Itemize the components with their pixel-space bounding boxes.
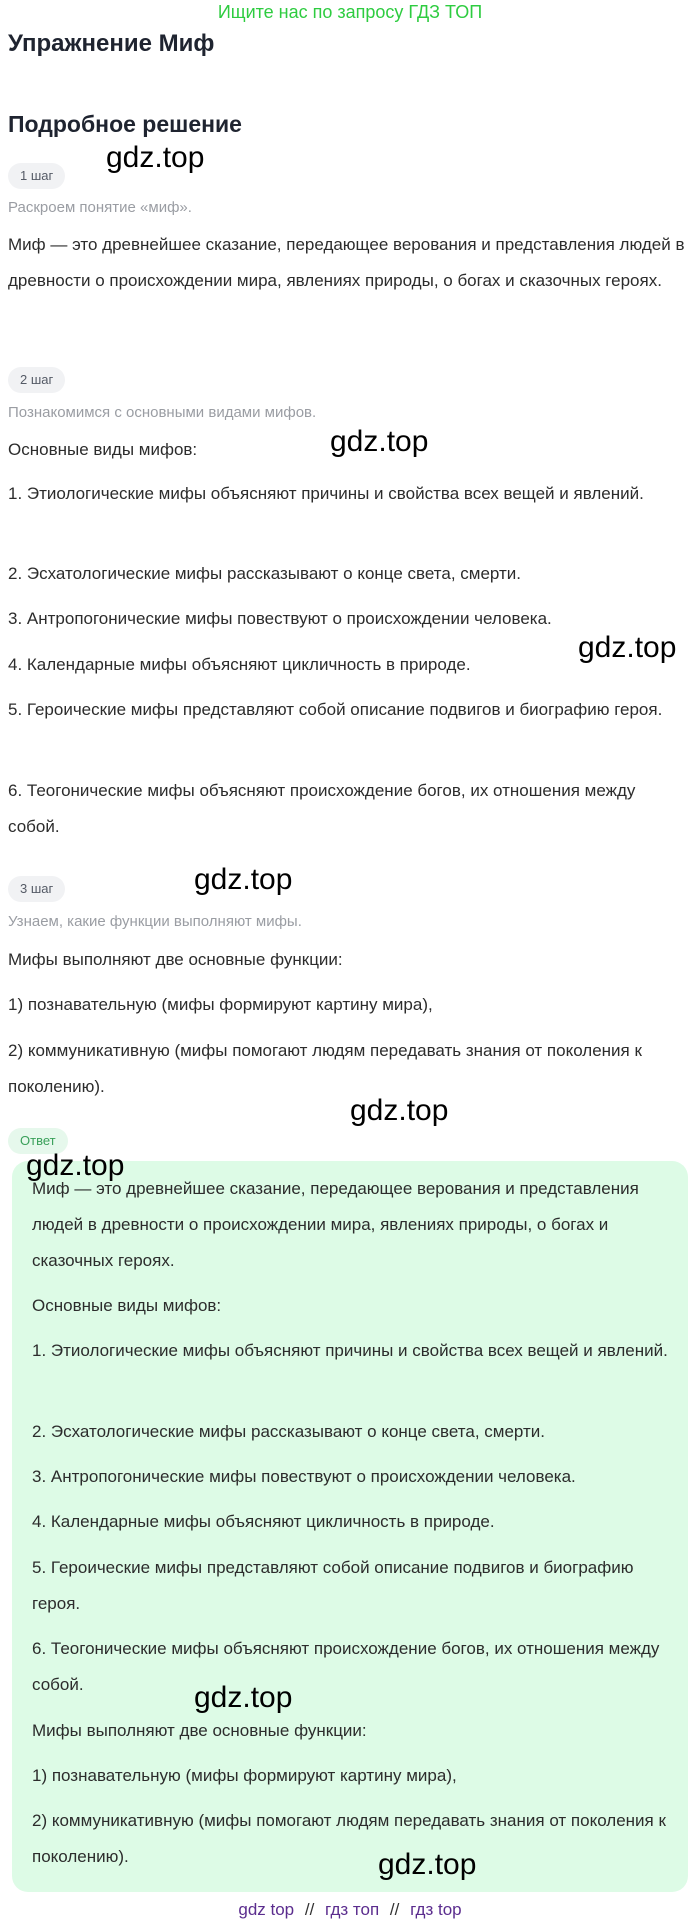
- footer-link[interactable]: gdz top: [238, 1900, 295, 1919]
- footer-separator: //: [389, 1900, 400, 1919]
- step-text: 1. Этиологические мифы объясняют причины и свойства всех вещей и явлений.: [8, 484, 644, 503]
- search-banner: Ищите нас по запросу ГДЗ ТОП: [217, 2, 483, 22]
- watermark: gdz.top: [378, 1848, 477, 1881]
- step-badge: 2 шаг: [8, 367, 65, 393]
- step-text: 6. Теогонические мифы объясняют происхождение богов, их отношения между собой.: [8, 781, 636, 836]
- watermark: gdz.top: [330, 425, 429, 458]
- watermark: gdz.top: [194, 1681, 293, 1714]
- answer-box: [12, 1161, 688, 1892]
- step-text: Основные виды мифов:: [8, 440, 198, 459]
- page-title: Упражнение Миф: [8, 30, 215, 57]
- answer-text: 1. Этиологические мифы объясняют причины и свойства всех вещей и явлений.: [32, 1341, 668, 1360]
- step-hint: Раскроем понятие «миф».: [8, 199, 192, 216]
- answer-badge: Ответ: [8, 1128, 68, 1154]
- step-hint: Узнаем, какие функции выполняют мифы.: [8, 913, 302, 930]
- step-text: 1) познавательную (мифы формируют картину мира),: [8, 995, 433, 1014]
- step-text: 5. Героические мифы представляют собой описание подвигов и биографию героя.: [8, 700, 663, 719]
- step-text: 2) коммуникативную (мифы помогают людям передавать знания от поколения к поколению).: [8, 1041, 642, 1096]
- answer-text: Мифы выполняют две основные функции:: [32, 1721, 367, 1740]
- step-badge: 1 шаг: [8, 163, 65, 189]
- step-text: Мифы выполняют две основные функции:: [8, 950, 343, 969]
- watermark: gdz.top: [106, 141, 205, 174]
- footer-link[interactable]: гдз top: [410, 1900, 462, 1919]
- answer-text: 5. Героические мифы представляют собой описание подвигов и биографию героя.: [32, 1558, 634, 1613]
- watermark: gdz.top: [350, 1094, 449, 1127]
- watermark: gdz.top: [26, 1149, 125, 1182]
- footer-links: [0, 1898, 700, 1922]
- step-text: Миф — это древнейшее сказание, передающее верования и представления людей в древности о происхождении мира, явлениях природы, о богах и сказочных героях.: [8, 235, 685, 290]
- watermark: gdz.top: [194, 863, 293, 896]
- answer-text: Миф — это древнейшее сказание, передающее верования и представления людей в древности о происхождении мира, явлениях природы, о богах и сказочных героях.: [32, 1179, 639, 1270]
- step-text: 3. Антропогонические мифы повествуют о происхождении человека.: [8, 609, 552, 628]
- answer-text: 1) познавательную (мифы формируют картину мира),: [32, 1766, 457, 1785]
- answer-text: 2) коммуникативную (мифы помогают людям передавать знания от поколения к поколению).: [32, 1811, 666, 1866]
- step-text: 4. Календарные мифы объясняют цикличность в природе.: [8, 655, 471, 674]
- footer-link[interactable]: гдз топ: [325, 1900, 380, 1919]
- section-title: Подробное решение: [8, 111, 242, 137]
- step-badge: 3 шаг: [8, 876, 65, 902]
- watermark: gdz.top: [578, 631, 677, 664]
- answer-text: Основные виды мифов:: [32, 1296, 222, 1315]
- answer-text: 4. Календарные мифы объясняют цикличность в природе.: [32, 1512, 495, 1531]
- step-hint: Познакомимся с основными видами мифов.: [8, 404, 317, 421]
- answer-text: 3. Антропогонические мифы повествуют о происхождении человека.: [32, 1467, 576, 1486]
- answer-text: 2. Эсхатологические мифы рассказывают о конце света, смерти.: [32, 1422, 545, 1441]
- answer-text: 6. Теогонические мифы объясняют происхождение богов, их отношения между собой.: [32, 1639, 660, 1694]
- footer-separator: //: [304, 1900, 315, 1919]
- step-text: 2. Эсхатологические мифы рассказывают о конце света, смерти.: [8, 564, 521, 583]
